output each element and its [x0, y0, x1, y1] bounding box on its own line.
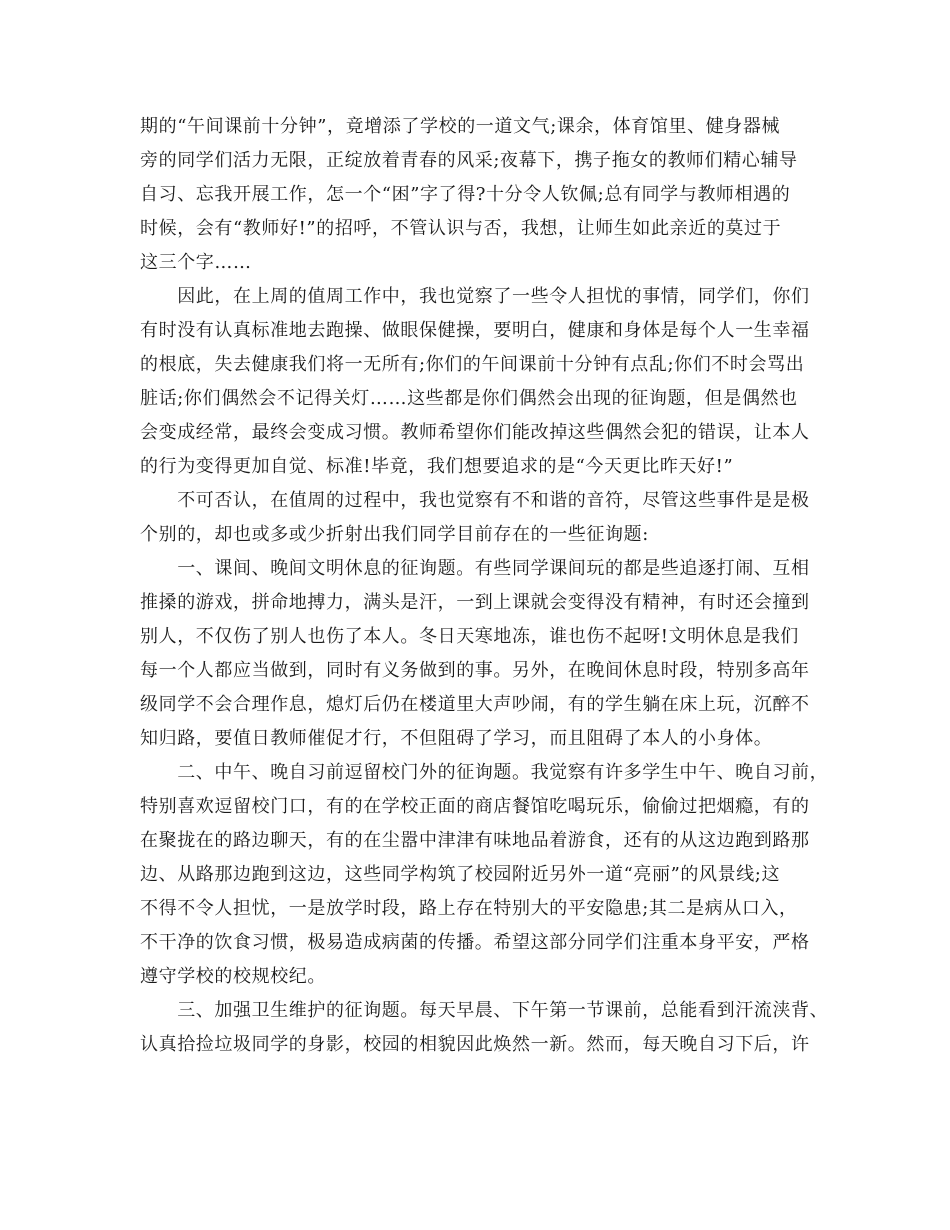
text-line: 旁的同学们活力无限，正绽放着青春的风采;夜幕下，携子拖女的教师们精心辅导 [140, 150, 798, 171]
text-line: 认真拾捡垃圾同学的身影，校园的相貌因此焕然一新。然而，每天晚自习下后，许 [140, 1034, 810, 1055]
text-line: 的行为变得更加自觉、标准!毕竟，我们想要追求的是“今天更比昨天好!” [140, 456, 734, 477]
text-line: 不可否认，在值周的过程中，我也觉察有不和谐的音符，尽管这些事件是是极 [140, 490, 810, 511]
text-line: 每一个人都应当做到，同时有义务做到的事。另外，在晚间休息时段，特别多高年 [140, 660, 810, 681]
text-line: 级同学不会合理作息，熄灯后仍在楼道里大声吵闹，有的学生躺在床上玩，沉醉不 [140, 694, 810, 715]
text-line: 这三个字…… [140, 252, 252, 273]
text-line: 不干净的饮食习惯，极易造成病菌的传播。希望这部分同学们注重本身平安，严格 [140, 932, 810, 953]
text-line: 二、中午、晚自习前逗留校门外的征询题。我觉察有许多学生中午、晚自习前， [140, 762, 829, 783]
text-line: 遵守学校的校规校纪。 [140, 966, 326, 987]
document-body [140, 110, 829, 1062]
text-line: 个别的，却也或多或少折射出我们同学目前存在的一些征询题: [140, 524, 649, 545]
text-line: 期的“午间课前十分钟”，竟增添了学校的一道文气;课余，体育馆里、健身器械 [140, 116, 781, 137]
text-line: 脏话;你们偶然会不记得关灯……这些都是你们偶然会出现的征询题，但是偶然也 [140, 388, 798, 409]
text-line: 推搡的游戏，拼命地搏力，满头是汗，一到上课就会变得没有精神，有时还会撞到 [140, 592, 810, 613]
text-line: 有时没有认真标准地去跑操、做眼保健操，要明白，健康和身体是每个人一生幸福 [140, 320, 810, 341]
text-line: 别人，不仅伤了别人也伤了本人。冬日天寒地冻，谁也伤不起呀!文明休息是我们 [140, 626, 799, 647]
text-line: 边、从路那边跑到这边，这些同学构筑了校园附近另外一道“亮丽”的风景线;这 [140, 864, 781, 885]
text-line: 一、课间、晚间文明休息的征询题。有些同学课间玩的都是些追逐打闹、互相 [140, 558, 810, 579]
text-line: 因此，在上周的值周工作中，我也觉察了一些令人担忧的事情，同学们，你们 [140, 286, 810, 307]
text-line: 三、加强卫生维护的征询题。每天早晨、下午第一节课前，总能看到汗流浃背、 [140, 1000, 829, 1021]
text-line: 不得不令人担忧，一是放学时段，路上存在特别大的平安隐患;其二是病从口入， [140, 898, 798, 919]
text-line: 时候，会有“教师好!”的招呼，不管认识与否，我想，让师生如此亲近的莫过于 [140, 218, 782, 239]
text-line: 会变成经常，最终会变成习惯。教师希望你们能改掉这些偶然会犯的错误，让本人 [140, 422, 810, 443]
text-line: 自习、忘我开展工作，怎一个“困”字了得?十分令人钦佩;总有同学与教师相遇的 [140, 184, 791, 205]
text-line: 特别喜欢逗留校门口，有的在学校正面的商店餐馆吃喝玩乐，偷偷过把烟瘾，有的 [140, 796, 810, 817]
text-line: 知归路，要值日教师催促才行，不但阻碍了学习，而且阻碍了本人的小身体。 [140, 728, 773, 749]
text-line: 在聚拢在的路边聊天，有的在尘嚣中津津有味地品着游食，还有的从这边跑到路那 [140, 830, 810, 851]
text-line: 的根底，失去健康我们将一无所有;你们的午间课前十分钟有点乱;你们不时会骂出 [140, 354, 805, 375]
